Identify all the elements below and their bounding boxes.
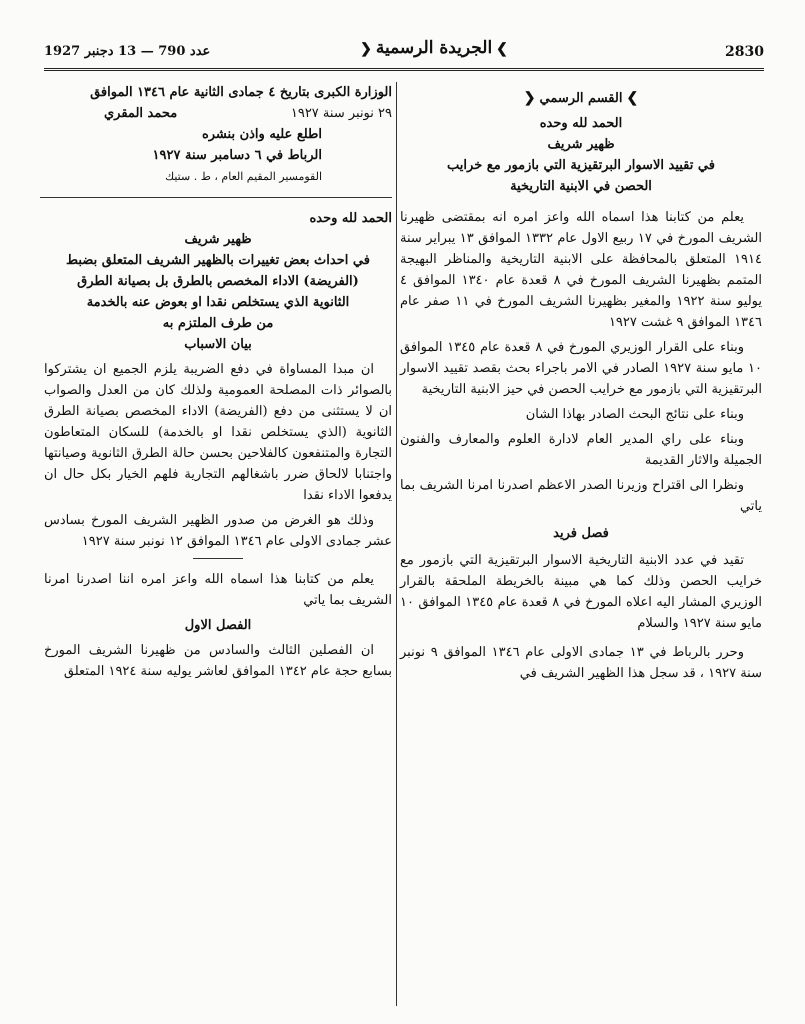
chapter-heading: فصل فريد	[553, 526, 609, 541]
paragraph: ان مبدا المساواة في دفع الضريبة يلزم الجميع ان يشتركوا بالصوائر ذات المصلحة العمومية ولذلك كان من العدل والصواب ان لا يستثنى من دفع (الفريضة) الاداء المخصص بصيانة الطرق الثانوية (الذي يستخلص نقدا او بالخدمة) للسكان المتعاطون التجارة والمتنفعون كالفلاحين بحسن حالة الطرق الثانوية وصيانتها واجتنابا لالحاق ضرر باشغالهم التجارية فلهم الخيار بكل حال ان يدفعوا الاداء نقدا	[44, 362, 392, 503]
section-divider	[40, 197, 392, 198]
short-rule	[44, 558, 392, 559]
praise-line: الحمد لله وحده	[539, 116, 623, 131]
ornament-icon: ❯	[360, 41, 372, 57]
praise-line: الحمد لله وحده	[309, 211, 392, 226]
decree-subject: من طرف الملتزم به	[162, 316, 274, 331]
page-header	[44, 38, 764, 70]
paragraph: تقيد في عدد الابنية التاريخية الاسوار البرتقيزية التي بازمور مع خرايب الحصن وذلك كما هي مبينة بالخريطة الملحقة بالقرار الوزيري المشار اليه اعلاه المورخ في ٨ قعدة عام ١٣٤٥ الموافق ١٠ مايو سنة ١٩٢٧ والسلام	[400, 553, 762, 631]
decree-title: ظهير شريف	[184, 232, 252, 247]
right-column	[400, 82, 762, 688]
signatory: محمد المقري	[104, 106, 178, 121]
page-number: 2830	[725, 44, 764, 60]
date-signature-row	[44, 103, 392, 124]
approval-date: الرباط في ٦ دسامبر سنة ١٩٢٧	[152, 148, 322, 163]
paragraph: وبناء على راي المدير العام لادارة العلوم والمعارف والفنون الجميلة والاثار القديمة	[400, 432, 762, 468]
column-divider	[396, 82, 397, 1006]
decree-title: ظهير شريف	[547, 137, 615, 152]
decree-subject: الثانوية الذي يستخلص نقدا او بعوض عنه بالخدمة	[86, 295, 350, 310]
left-column	[44, 82, 392, 686]
reasons-heading: بيان الاسباب	[184, 337, 252, 352]
ornament-icon: ❮	[496, 41, 508, 57]
decree-subject: في تقييد الاسوار البرتقيزية التي بازمور مع خرايب	[447, 158, 715, 173]
paragraph: وبناء على نتائج البحث الصادر بهاذا الشان	[525, 407, 744, 422]
paragraph: ونظرا الى اقتراح وزيرنا الصدر الاعظم اصدرنا امرنا الشريف بما ياتي	[400, 478, 762, 514]
approval-line: اطلع عليه واذن بنشره	[201, 127, 322, 142]
decree-subject: الحصن في الابنية التاريخية	[510, 179, 652, 194]
ornament-icon: ❯	[626, 90, 639, 106]
section-title: ❯القسم الرسمي❮	[400, 88, 762, 109]
paragraph: يعلم من كتابنا هذا اسماه الله واعز امره انه بمقتضى ظهيرنا الشريف المورخ في ١٧ ربيع الاول عام ١٣٣٢ الموافق ١٣ يبراير سنة ١٩١٤ المتعلق بالمحافظة على الابنية التاريخية والمناظر البهيجة المتمم بظهيرنا الشريف المورخ في ٨ قعدة عام ١٣٤٠ الموافق ٤ يوليو سنة ١٩٢٢ والمغير بظهيرنا الشريف المورخ في ١١ صفر عام ١٣٤٦ الموافق ٩ غشت ١٩٢٧	[400, 210, 763, 330]
commissioner-line: القومسير المقيم العام ، ط . ستيك	[165, 170, 322, 183]
paragraph: ان الفصلين الثالث والسادس من ظهيرنا الشريف المورخ بسابع حجة عام ١٣٤٢ الموافق لعاشر يوليه سنة ١٩٢٤ المتعلق	[44, 643, 392, 679]
paragraph: وحرر بالرباط في ١٣ جمادى الاولى عام ١٣٤٦ الموافق ٩ نونبر سنة ١٩٢٧ ، قد سجل هذا الظهير الشريف في	[400, 645, 762, 681]
header-rule	[44, 68, 764, 71]
decree-subject: في احداث بعض تغييرات بالظهير الشريف المتعلق بضبط	[66, 253, 370, 268]
ornament-icon: ❮	[523, 90, 536, 106]
date: ٢٩ نونبر سنة ١٩٢٧	[290, 106, 392, 121]
chapter-heading: الفصل الاول	[184, 618, 252, 633]
issue-number: عدد 790 — 13 دجنبر 1927	[44, 44, 211, 59]
gazette-title: ❯ الجريدة الرسمية ❮	[344, 38, 524, 58]
paragraph: وبناء على القرار الوزيري المورخ في ٨ قعدة عام ١٣٤٥ الموافق ١٠ مايو سنة ١٩٢٧ الصادر في الامر باجراء بحث بقصد تقييد الاسوار البرتقيزية التي بازمور مع خرايب الحصن في حيز الابنية التاريخية	[400, 340, 762, 397]
decree-subject: (الفريضة) الاداء المخصص بالطرق بل بصيانة الطرق	[77, 274, 359, 289]
ministry-line: الوزارة الكبرى بتاريخ ٤ جمادى الثانية عام ١٣٤٦ الموافق	[90, 85, 392, 100]
paragraph: يعلم من كتابنا هذا اسماه الله واعز امره اننا اصدرنا امرنا الشريف بما ياتي	[44, 572, 392, 608]
paragraph: وذلك هو الغرض من صدور الظهير الشريف المورخ بسادس عشر جمادى الاولى عام ١٣٤٦ الموافق ١٢ نونبر سنة ١٩٢٧	[44, 513, 392, 549]
